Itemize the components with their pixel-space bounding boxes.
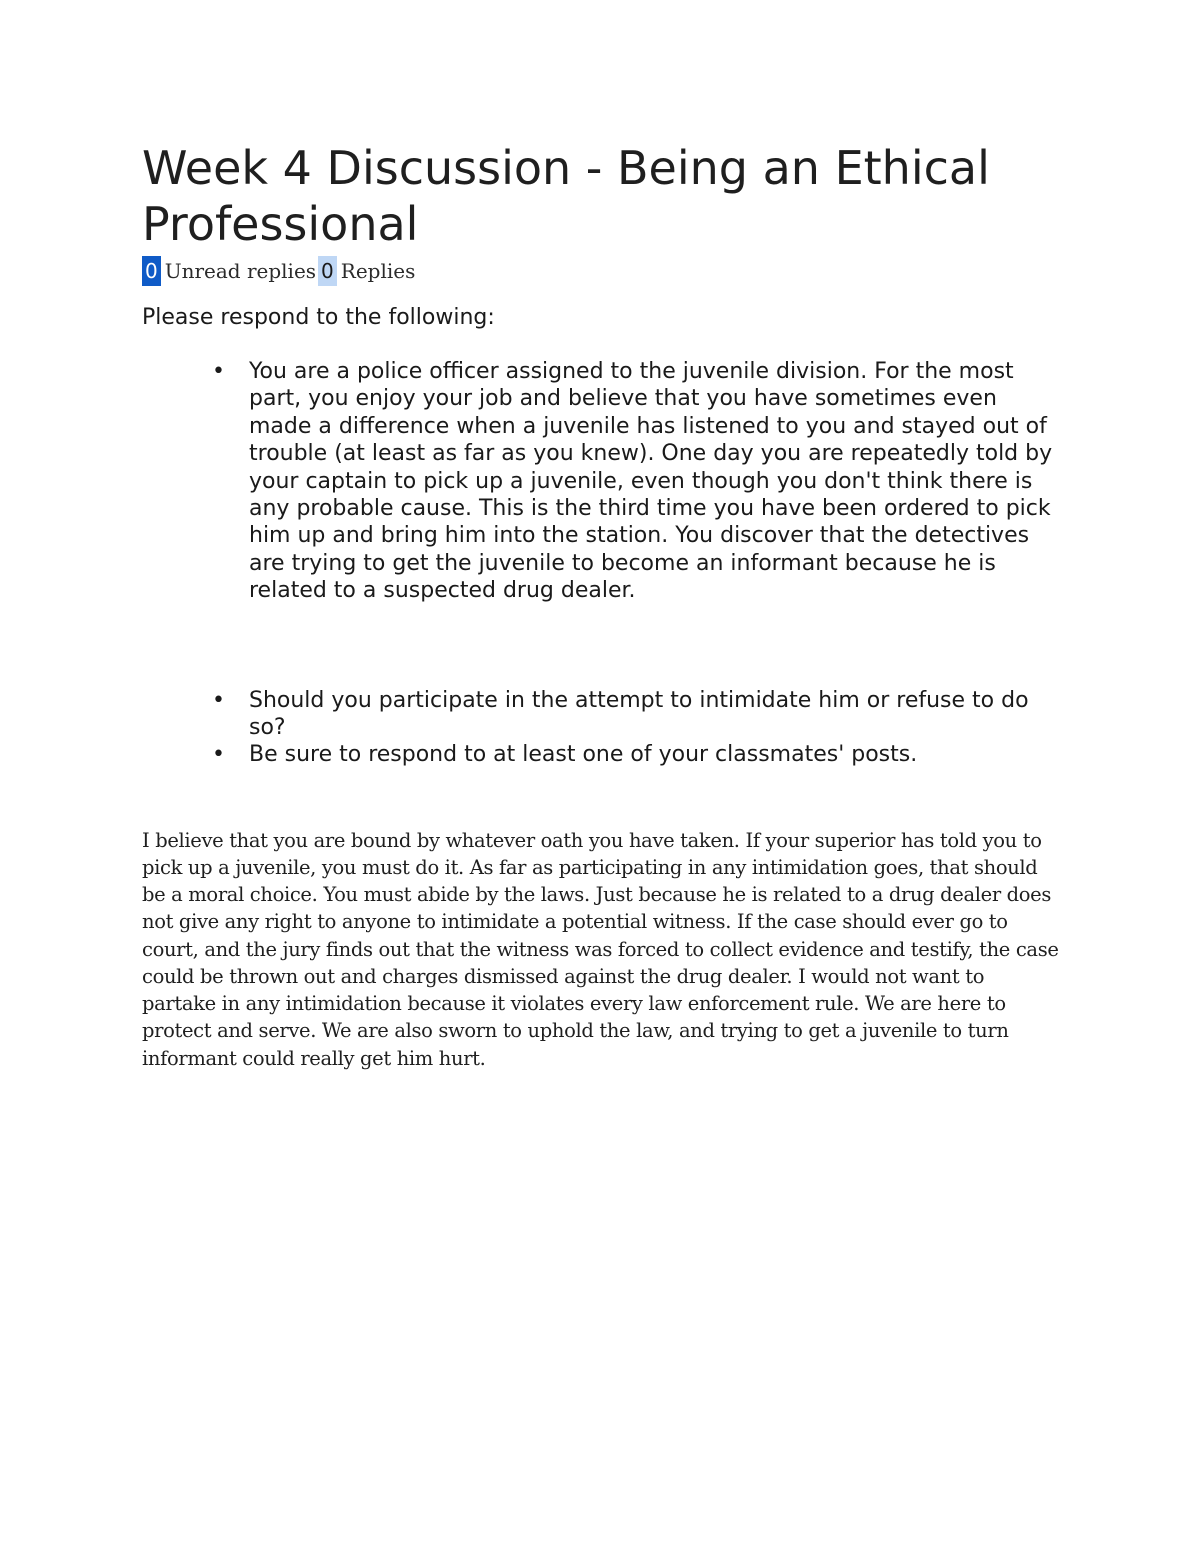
unread-label: Unread replies <box>164 259 317 283</box>
bullet-icon: • <box>212 687 225 713</box>
bullet-icon: • <box>212 742 225 768</box>
prompt-item-text: Should you participate in the attempt to intimidate him or refuse to do so? <box>249 687 1029 741</box>
prompt-item <box>142 741 1062 768</box>
prompt-item <box>142 687 1062 742</box>
replies-label: Replies <box>340 259 416 283</box>
replies-count-badge[interactable]: 0 <box>318 256 337 286</box>
discussion-response: I believe that you are bound by whatever oath you have taken. If your superior has told you to pick up a juvenile, you must do it. As far as participating in any intimidation goes, that should be a moral choice. You must abide by the laws. Just because he is related to a drug dealer does not give any right to anyone to intimidate a potential witness. If the case should ever go to court, and the jury finds out that the witness was forced to collect evidence and testify, the case could be thrown out and charges dismissed against the drug dealer. I would not want to partake in any intimidation because it violates every law enforcement rule. We are here to protect and serve. We are also sworn to uphold the law, and trying to get a juvenile to turn informant could really get him hurt. <box>142 828 1059 1070</box>
page-title: Week 4 Discussion - Being an Ethical Professional <box>142 141 990 251</box>
bullet-icon: • <box>212 359 225 384</box>
unread-count-badge[interactable]: 0 <box>142 256 161 286</box>
document-page <box>142 140 1062 1072</box>
prompt-list <box>142 358 1062 769</box>
prompt-item <box>142 358 1062 605</box>
prompt-item-text: Be sure to respond to at least one of your classmates' posts. <box>249 742 918 768</box>
prompt-item-text: You are a police officer assigned to the juvenile division. For the most part, you enjoy your job and believe that you have sometimes even made a difference when a juvenile has listened to you and stayed out of trouble (at least as far as you knew). One day you are repeatedly told by your captain to pick up a juvenile, even though you don't think there is any probable cause. This is the third time you have been ordered to pick him up and bring him into the station. You discover that the detectives are trying to get the juvenile to become an informant because he is related to a suspected drug dealer. <box>249 359 1053 604</box>
prompt-intro: Please respond to the following: <box>142 305 495 330</box>
reply-counts <box>142 256 1062 286</box>
